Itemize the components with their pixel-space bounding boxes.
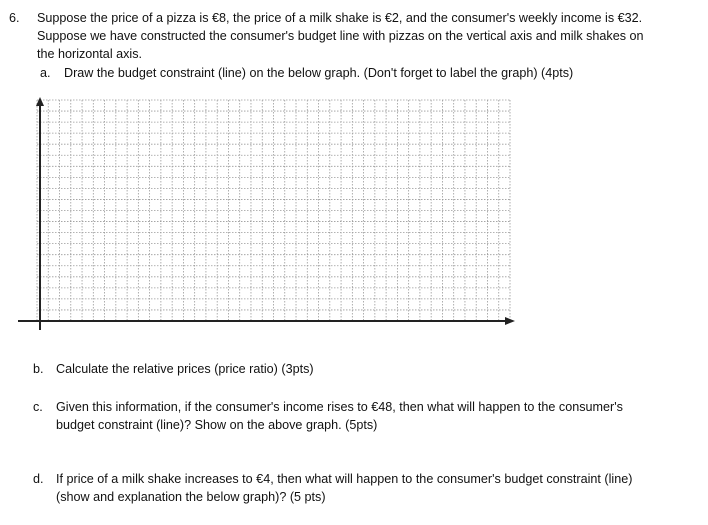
part-d-line-1: If price of a milk shake increases to €4, then what will happen to the consumer's budget constraint (line) [56,472,633,486]
part-d-line-2: (show and explanation the below graph)? (5 pts) [56,490,326,504]
part-c-letter: c. [33,400,43,414]
horizontal-axis-arrow [505,317,515,325]
graph-grid [37,100,510,321]
question-number: 6. [9,11,20,25]
graph-axes [18,97,515,330]
part-d-letter: d. [33,472,44,486]
question-intro-line-1: Suppose the price of a pizza is €8, the price of a milk shake is €2, and the consumer's weekly income is €32. [37,11,643,25]
part-b-letter: b. [33,362,44,376]
question-intro-line-3: the horizontal axis. [37,47,143,61]
part-c-line-1: Given this information, if the consumer's income rises to €48, then what will happen to the consumer's [56,400,623,414]
part-c-line-2: budget constraint (line)? Show on the above graph. (5pts) [56,418,378,432]
part-b-text: Calculate the relative prices (price ratio) (3pts) [56,362,314,376]
part-a-letter: a. [40,66,51,80]
question-intro-line-2: Suppose we have constructed the consumer's budget line with pizzas on the vertical axis and milk shakes on [37,29,644,43]
part-a-text: Draw the budget constraint (line) on the below graph. (Don't forget to label the graph) (4pts) [64,66,574,80]
